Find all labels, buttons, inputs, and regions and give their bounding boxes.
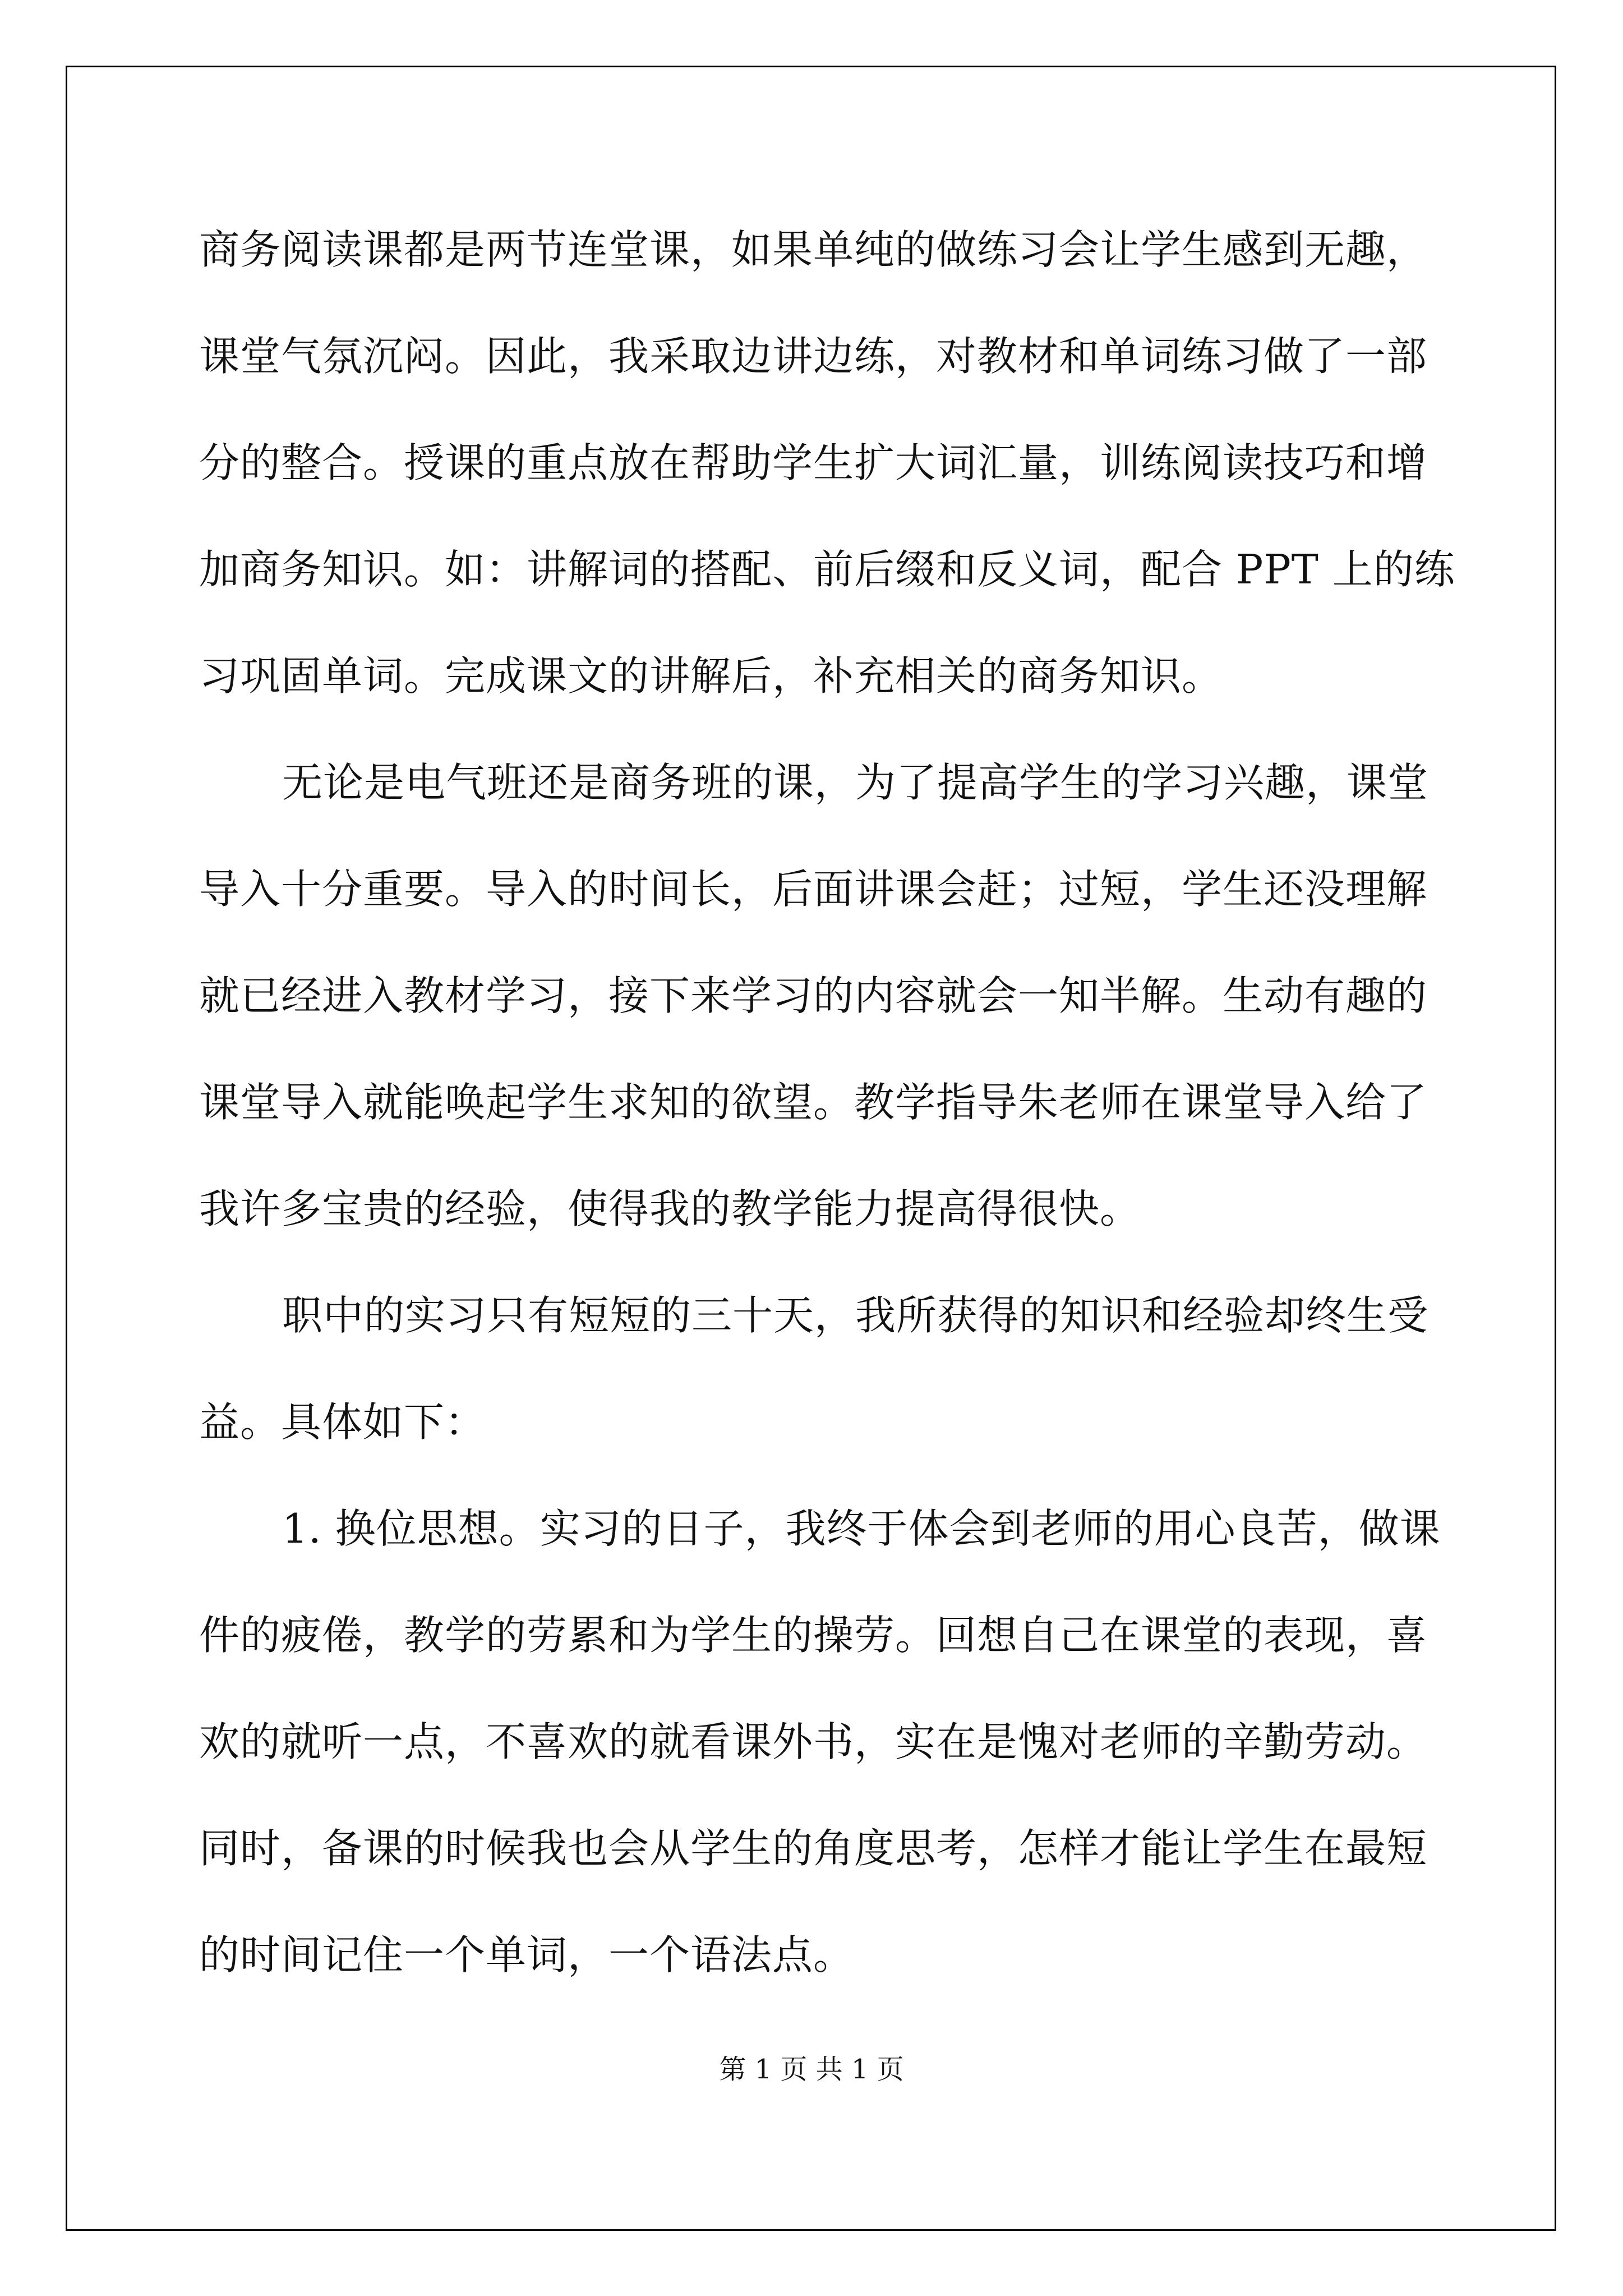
paragraph-line: 课堂导入就能唤起学生求知的欲望。教学指导朱老师在课堂导入给了 (199, 1079, 1428, 1126)
paragraph-line: 商务阅读课都是两节连堂课，如果单纯的做练习会让学生感到无趣， (199, 226, 1428, 273)
paragraph-line: 导入十分重要。导入的时间长，后面讲课会赶；过短，学生还没理解 (199, 866, 1428, 913)
paragraph-line: 我许多宝贵的经验，使得我的教学能力提高得很快。 (199, 1185, 1141, 1232)
paragraph-line: 的时间记住一个单词，一个语法点。 (199, 1931, 855, 1978)
paragraph-line: 分的整合。授课的重点放在帮助学生扩大词汇量，训练阅读技巧和增 (199, 439, 1428, 486)
paragraph-line: 职中的实习只有短短的三十天，我所获得的知识和经验却终生受 (282, 1292, 1429, 1339)
page-footer: 第 1 页 共 1 页 (719, 2054, 904, 2085)
paragraph-line: 件的疲倦，教学的劳累和为学生的操劳。回想自己在课堂的表现，喜 (199, 1612, 1428, 1659)
paragraph-line: 就已经进入教材学习，接下来学习的内容就会一知半解。生动有趣的 (199, 972, 1428, 1019)
paragraph-line: 益。具体如下： (199, 1398, 486, 1446)
paragraph-line: 加商务知识。如：讲解词的搭配、前后缀和反义词，配合 PPT 上的练 (199, 546, 1455, 593)
paragraph-line: 欢的就听一点，不喜欢的就看课外书，实在是愧对老师的辛勤劳动。 (199, 1718, 1428, 1765)
document-body (199, 196, 1455, 2008)
paragraph-line: 课堂气氛沉闷。因此，我采取边讲边练，对教材和单词练习做了一部 (199, 333, 1428, 380)
paragraph-line: 同时，备课的时候我也会从学生的角度思考，怎样才能让学生在最短 (199, 1825, 1428, 1872)
paragraph-line: 无论是电气班还是商务班的课，为了提高学生的学习兴趣，课堂 (282, 759, 1429, 806)
paragraph-line: 习巩固单词。完成课文的讲解后，补充相关的商务知识。 (199, 652, 1223, 700)
list-item-line: 1. 换位思想。实习的日子，我终于体会到老师的用心良苦，做课 (282, 1505, 1441, 1552)
